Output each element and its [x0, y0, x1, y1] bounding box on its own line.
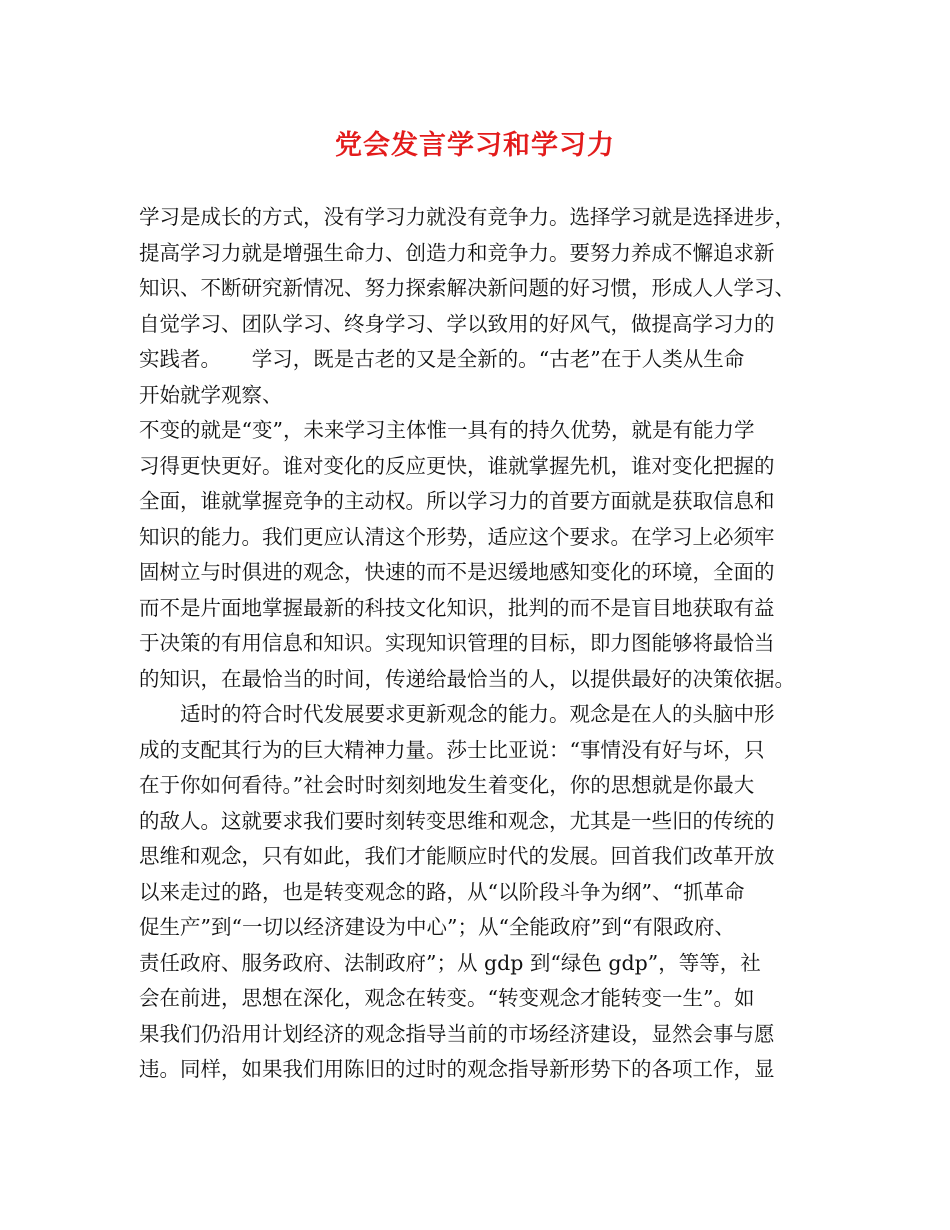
- body-line: 习得更快更好。谁对变化的反应更快，谁就掌握先机，谁对变化把握的: [139, 453, 775, 478]
- document-body: [139, 200, 819, 1088]
- body-line: 实践者。 学习，既是古老的又是全新的。“古老”在于人类从生命: [139, 347, 745, 371]
- body-line: 在于你如何看待。”社会时时刻刻地发生着变化，你的思想就是你最大: [139, 773, 755, 797]
- body-line: 责任政府、服务政府、法制政府”；从 gdp 到“绿色 gdp”，等等，社: [139, 950, 761, 975]
- document-title: 党会发言学习和学习力: [335, 130, 615, 161]
- body-line: 全面，谁就掌握竞争的主动权。所以学习力的首要方面就是获取信息和: [139, 489, 775, 513]
- body-line: 以来走过的路，也是转变观念的路，从“以阶段斗争为纲”、“抓革命: [139, 879, 745, 904]
- body-line: 学习是成长的方式，没有学习力就没有竞争力。选择学习就是选择进步，: [139, 205, 795, 229]
- body-line: 开始就学观察、: [139, 382, 283, 407]
- body-line: 固树立与时俱进的观念，快速的而不是迟缓地感知变化的环境，全面的: [139, 560, 775, 584]
- body-line: 自觉学习、团队学习、终身学习、学以致用的好风气，做提高学习力的: [139, 311, 775, 336]
- body-line: 而不是片面地掌握最新的科技文化知识，批判的而不是盲目地获取有益: [139, 595, 775, 620]
- body-line: 不变的就是“变”，未来学习主体惟一具有的持久优势，就是有能力学: [139, 418, 755, 442]
- body-line: 促生产”到“一切以经济建设为中心”；从“全能政府”到“有限政府、: [139, 915, 735, 939]
- body-line: 适时的符合时代发展要求更新观念的能力。观念是在人的头脑中形: [139, 702, 775, 726]
- body-line: 的知识，在最恰当的时间，传递给最恰当的人，以提供最好的决策依据。: [139, 666, 795, 691]
- body-line: 果我们仍沿用计划经济的观念指导当前的市场经济建设，显然会事与愿: [139, 1021, 775, 1046]
- body-line: 的敌人。这就要求我们要时刻转变思维和观念，尤其是一些旧的传统的: [139, 808, 775, 833]
- body-line: 违。同样，如果我们用陈旧的过时的观念指导新形势下的各项工作，显: [139, 1057, 775, 1081]
- body-line: 于决策的有用信息和知识。实现知识管理的目标，即力图能够将最恰当: [139, 631, 775, 655]
- body-line: 知识的能力。我们更应认清这个形势，适应这个要求。在学习上必须牢: [139, 524, 775, 549]
- body-line: 思维和观念，只有如此，我们才能顺应时代的发展。回首我们改革开放: [139, 844, 775, 868]
- body-line: 会在前进，思想在深化，观念在转变。“转变观念才能转变一生”。如: [139, 986, 755, 1010]
- body-line: 提高学习力就是增强生命力、创造力和竞争力。要努力养成不懈追求新: [139, 240, 775, 265]
- body-line: 知识、不断研究新情况、努力探索解决新问题的好习惯，形成人人学习、: [139, 276, 795, 300]
- body-line: 成的支配其行为的巨大精神力量。莎士比亚说：“事情没有好与坏，只: [139, 737, 765, 762]
